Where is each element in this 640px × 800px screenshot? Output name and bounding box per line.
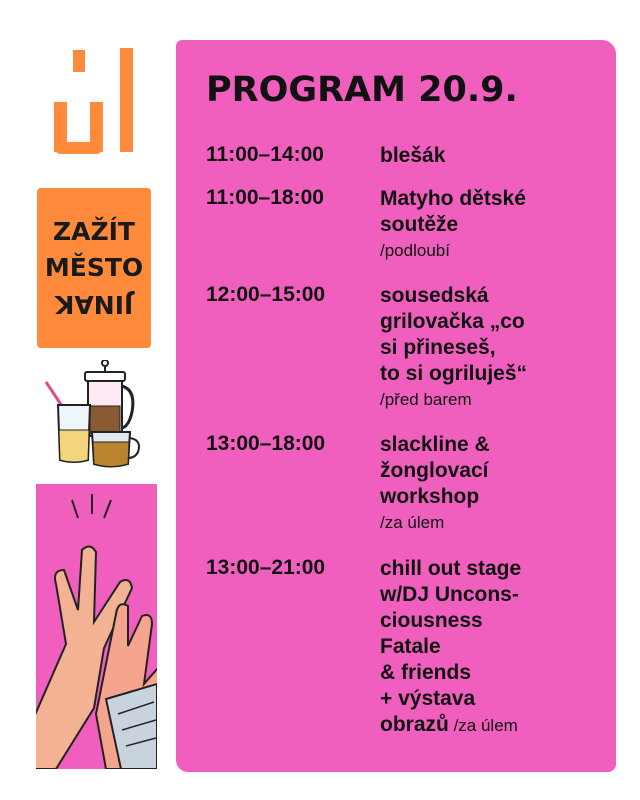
event-time: 11:00–18:00 xyxy=(206,186,324,209)
event-text-line: grilovačka „co xyxy=(380,310,525,333)
event-time: 13:00–18:00 xyxy=(206,432,326,455)
event-description xyxy=(380,283,590,413)
event-time: 11:00–14:00 xyxy=(206,143,324,166)
event-text-line: & friends xyxy=(380,661,472,684)
program-title: PROGRAM 20.9. xyxy=(206,70,518,110)
badge-line-2: MĚSTO xyxy=(44,253,144,282)
event-time: 12:00–15:00 xyxy=(206,283,326,306)
event-location: /za úlem xyxy=(448,716,518,735)
event-text-line: Matyho dětské xyxy=(380,187,526,210)
event-text-line: chill out stage xyxy=(380,557,522,580)
event-text-line: ciousness xyxy=(380,609,483,632)
drinks-illustration xyxy=(36,360,156,475)
event-text-line: Fatale xyxy=(380,635,441,658)
event-location: /za úlem xyxy=(380,513,445,532)
badge-line-1: ZAŽÍT xyxy=(53,217,135,246)
event-text-line: žonglovací xyxy=(380,459,489,482)
badge-line-3: JINAK xyxy=(54,290,134,319)
event-text-line: workshop xyxy=(380,485,480,508)
event-text-line: + výstava xyxy=(380,687,476,710)
ul-logo xyxy=(48,40,148,170)
event-text-line: blešák xyxy=(380,144,446,167)
high-five-illustration xyxy=(36,484,157,769)
event-text-line: sousedská xyxy=(380,284,489,307)
event-location: /před barem xyxy=(380,390,472,409)
event-location: /podloubí xyxy=(380,241,450,260)
zazit-mesto-jinak-badge xyxy=(37,188,151,348)
event-text-line: obrazů /za úlem xyxy=(380,713,518,736)
event-description xyxy=(380,556,590,739)
high-five-hands-icon xyxy=(36,484,157,769)
event-text-line: to si ogriluješ“ xyxy=(380,362,528,385)
event-text-line: soutěže xyxy=(380,213,459,236)
event-description xyxy=(380,432,590,536)
event-text-line: si přineseš, xyxy=(380,336,496,359)
event-description xyxy=(380,186,590,264)
event-text-line: slackline & xyxy=(380,433,490,456)
event-text-line: w/DJ Uncons- xyxy=(380,583,519,606)
event-description xyxy=(380,143,590,169)
event-time: 13:00–21:00 xyxy=(206,556,326,579)
